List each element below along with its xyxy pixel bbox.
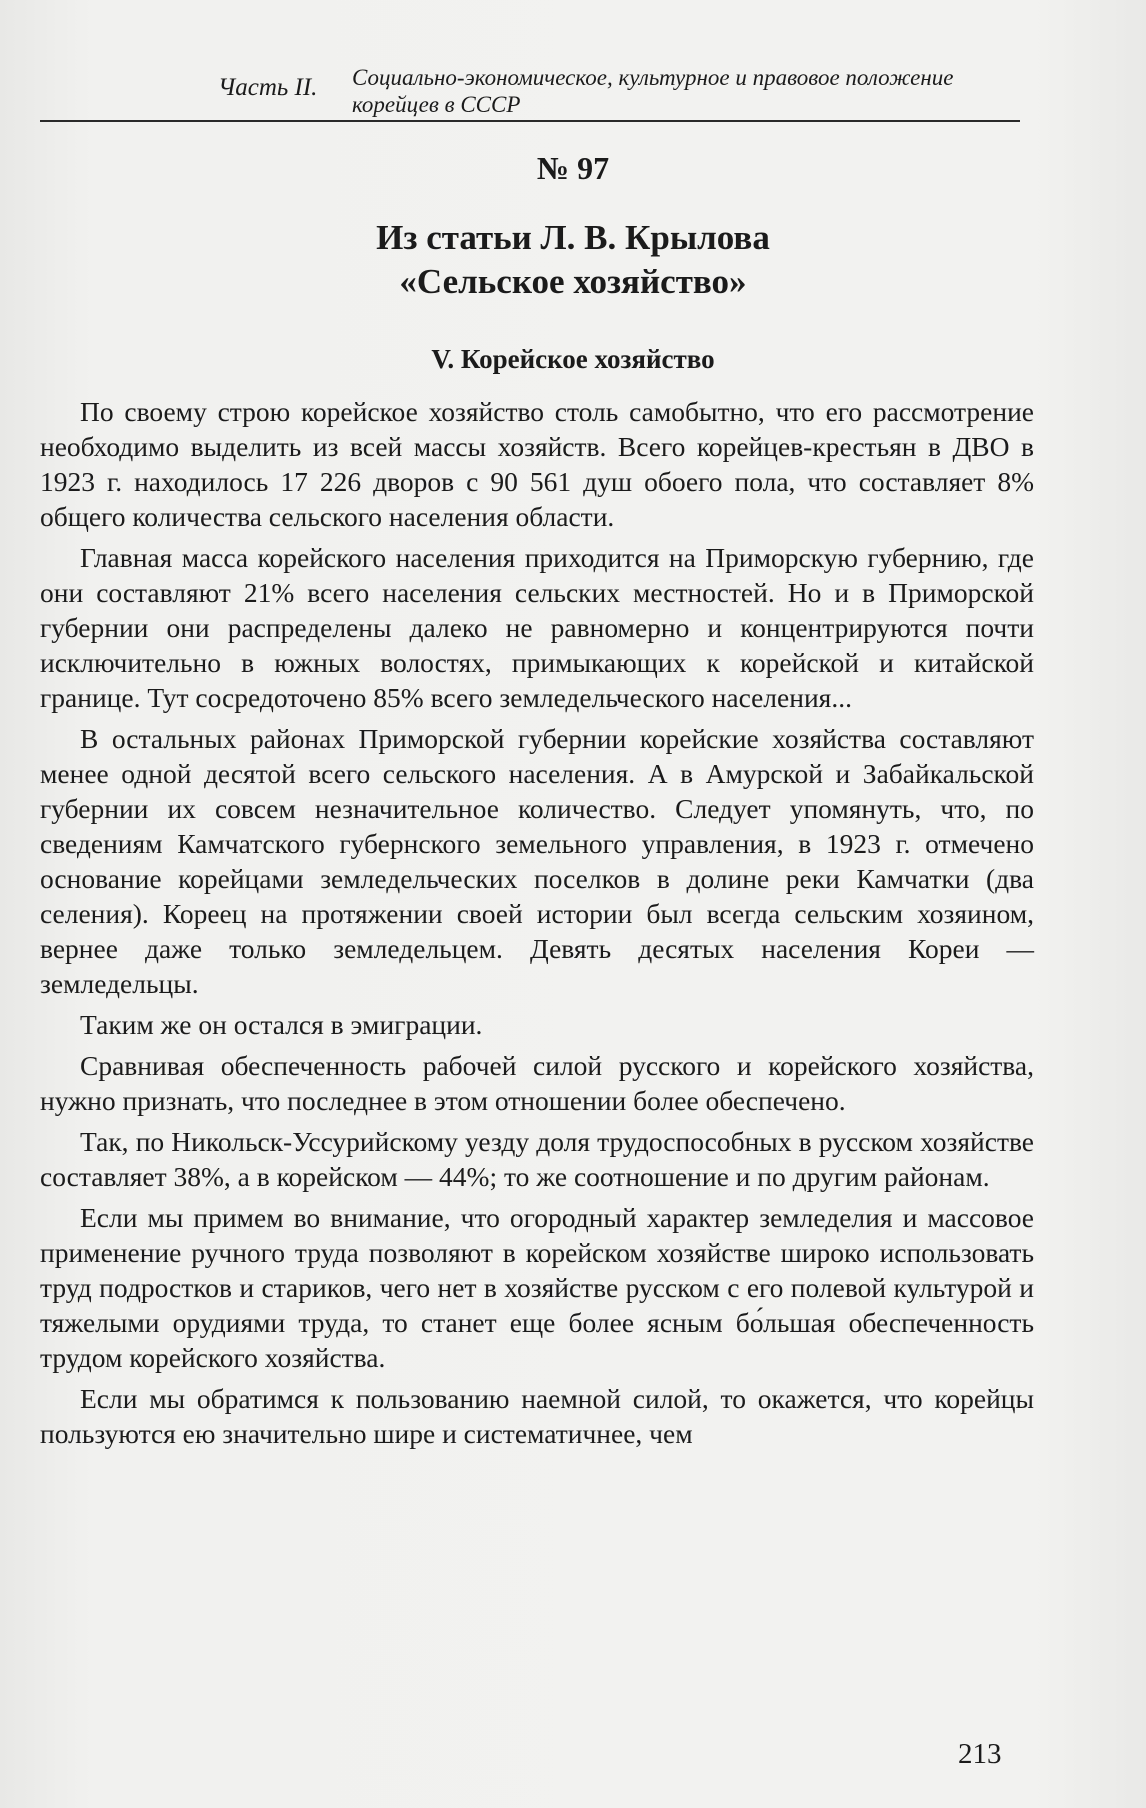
paragraph: В остальных районах Приморской губернии корейские хозяйства составляют менее одной десятой всего сельского населения. А в Амурской и Забайкальской губернии их совсем незначительное количество. Следует упомянуть, что, по сведениям Камчатского губернского земельного управления, в 1923 г. отмечено основание корейцами земледельческих поселков в долине реки Камчатки (два селения). Кореец на протяжении своей истории был всегда сельским хозяином, вернее даже только земледельцем. Девять десятых населения Кореи — земледельцы.: [40, 723, 1034, 999]
document-number: № 97: [536, 150, 610, 186]
paragraph: По своему строю корейское хозяйство столь самобытно, что его рассмотрение необходимо выделить из всей массы хозяйств. Всего корейцев-крестьян в ДВО в 1923 г. находилось 17 226 дворов с 90 561 душ обоего пола, что составляет 8% общего количества сельского населения области.: [40, 396, 1034, 532]
document-title-line-1: Из статьи Л. В. Крылова: [376, 218, 770, 257]
paragraph: Если мы обратимся к пользованию наемной силой, то окажется, что корейцы пользуются ею значительно шире и систематичнее, чем: [40, 1383, 1034, 1449]
paragraph: Главная масса корейского населения приходится на Приморскую губернию, где они составляют 21% всего населения сельских местностей. Но и в Приморской губернии они распределены далеко не равномерно и концентрируются почти исключительно в южных волостях, примыкающих к корейской и китайской границе. Тут сосредоточено 85% всего земледельческого населения...: [40, 542, 1034, 713]
document-title: [0, 216, 1146, 304]
page-number: 213: [958, 1738, 1002, 1770]
document-title-line-2: «Сельское хозяйство»: [399, 262, 747, 301]
part-label: Часть II.: [218, 74, 318, 101]
paragraph: Так, по Никольск-Уссурийскому уезду доля трудоспособных в русском хозяйстве составляет 38%, а в корейском — 44%; то же соотношение и по другим районам.: [40, 1126, 1034, 1192]
subsection-heading: V. Корейское хозяйство: [431, 344, 715, 374]
paragraph: Сравнивая обеспеченность рабочей силой русского и корейского хозяйства, нужно признать, что последнее в этом отношении более обеспечено.: [40, 1050, 1034, 1116]
body-text: [40, 394, 1034, 1457]
running-header: [40, 62, 1020, 122]
section-title: Социально-экономическое, культурное и правовое положение корейцев в СССР: [352, 65, 954, 117]
paragraph: Если мы примем во внимание, что огородный характер земледелия и массовое применение ручного труда позволяют в корейском хозяйстве широко использовать труд подростков и стариков, чего нет в хозяйстве русском с его полевой культурой и тяжелыми орудиями труда, то станет еще более ясным бо́льшая обеспеченность трудом корейского хозяйства.: [40, 1202, 1034, 1373]
paragraph: Таким же он остался в эмиграции.: [80, 1009, 483, 1040]
